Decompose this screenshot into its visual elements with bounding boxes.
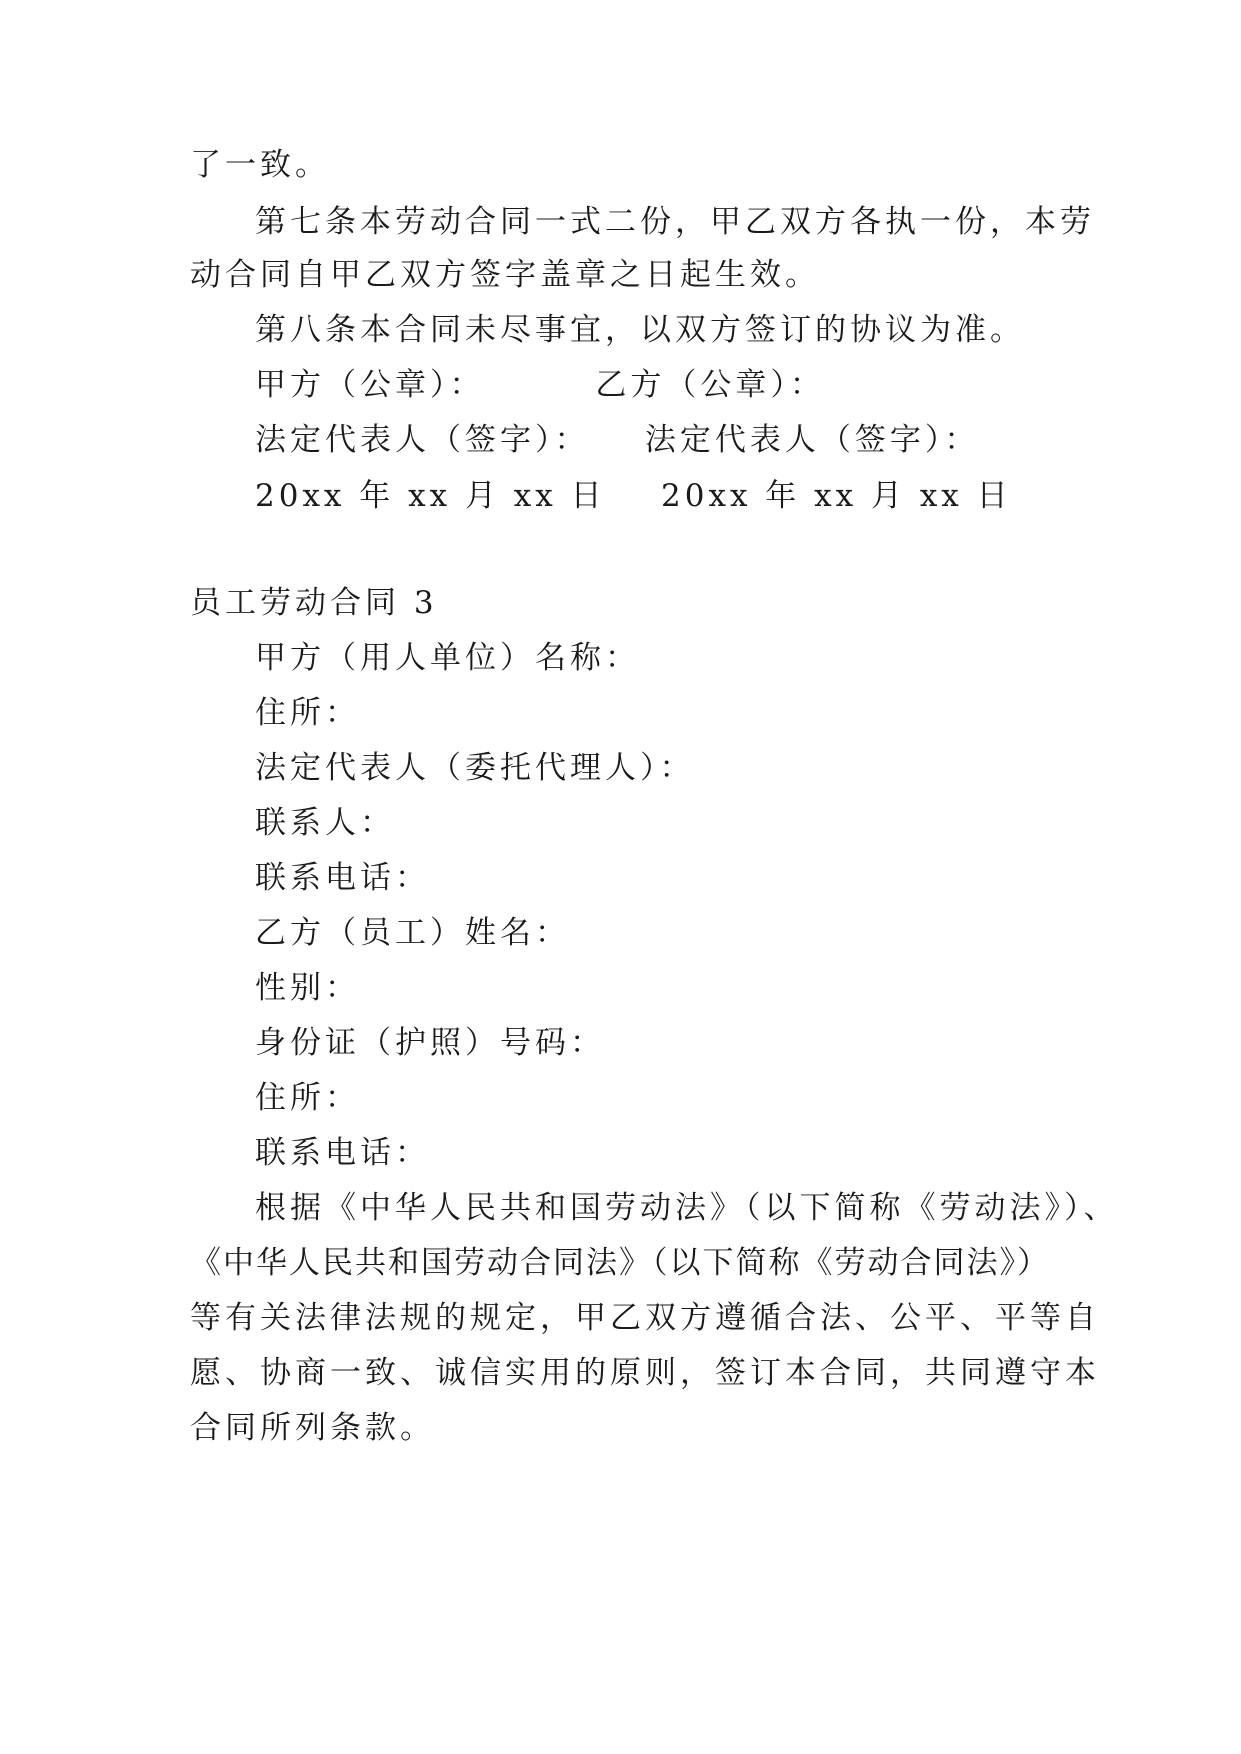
seal-line: 甲方（公章）： 乙方（公章）：: [255, 367, 825, 403]
preamble-line-3: 等有关法律法规的规定，甲乙双方遵循合法、公平、平等自: [190, 1300, 1100, 1336]
article-7-line-1: 第七条本劳动合同一式二份，甲乙双方各执一份，本劳: [255, 204, 1095, 240]
party-a-name: 甲方（用人单位）名称：: [255, 640, 640, 676]
party-b-id: 身份证（护照）号码：: [255, 1025, 605, 1061]
preamble-line-2: 《中华人民共和国劳动合同法》（以下简称《劳动合同法》）: [190, 1245, 1050, 1281]
preamble-line-5: 合同所列条款。: [190, 1410, 435, 1446]
party-a-contact: 联系人：: [255, 805, 395, 841]
representative-line: 法定代表人（签字）： 法定代表人（签字）：: [255, 422, 980, 458]
preamble-line-1: 根据《中华人民共和国劳动法》（以下简称《劳动法》）、: [255, 1190, 1119, 1226]
article-8: 第八条本合同未尽事宜，以双方签订的协议为准。: [255, 312, 1025, 348]
party-b-gender: 性别：: [255, 970, 360, 1006]
preamble-line-4: 愿、协商一致、诚信实用的原则，签订本合同，共同遵守本: [190, 1355, 1100, 1391]
party-a-address: 住所：: [255, 695, 360, 731]
party-b-address: 住所：: [255, 1080, 360, 1116]
article-7-line-2: 动合同自甲乙双方签字盖章之日起生效。: [190, 257, 820, 293]
party-b-name: 乙方（员工）姓名：: [255, 915, 570, 951]
date-line: 20xx 年 xx 月 xx 日 20xx 年 xx 月 xx 日: [255, 478, 1012, 514]
text-line: 了一致。: [190, 147, 330, 183]
party-b-phone: 联系电话：: [255, 1135, 430, 1171]
contract-title: 员工劳动合同 3: [190, 585, 438, 621]
party-a-representative: 法定代表人（委托代理人）：: [255, 750, 695, 786]
party-a-phone: 联系电话：: [255, 860, 430, 896]
